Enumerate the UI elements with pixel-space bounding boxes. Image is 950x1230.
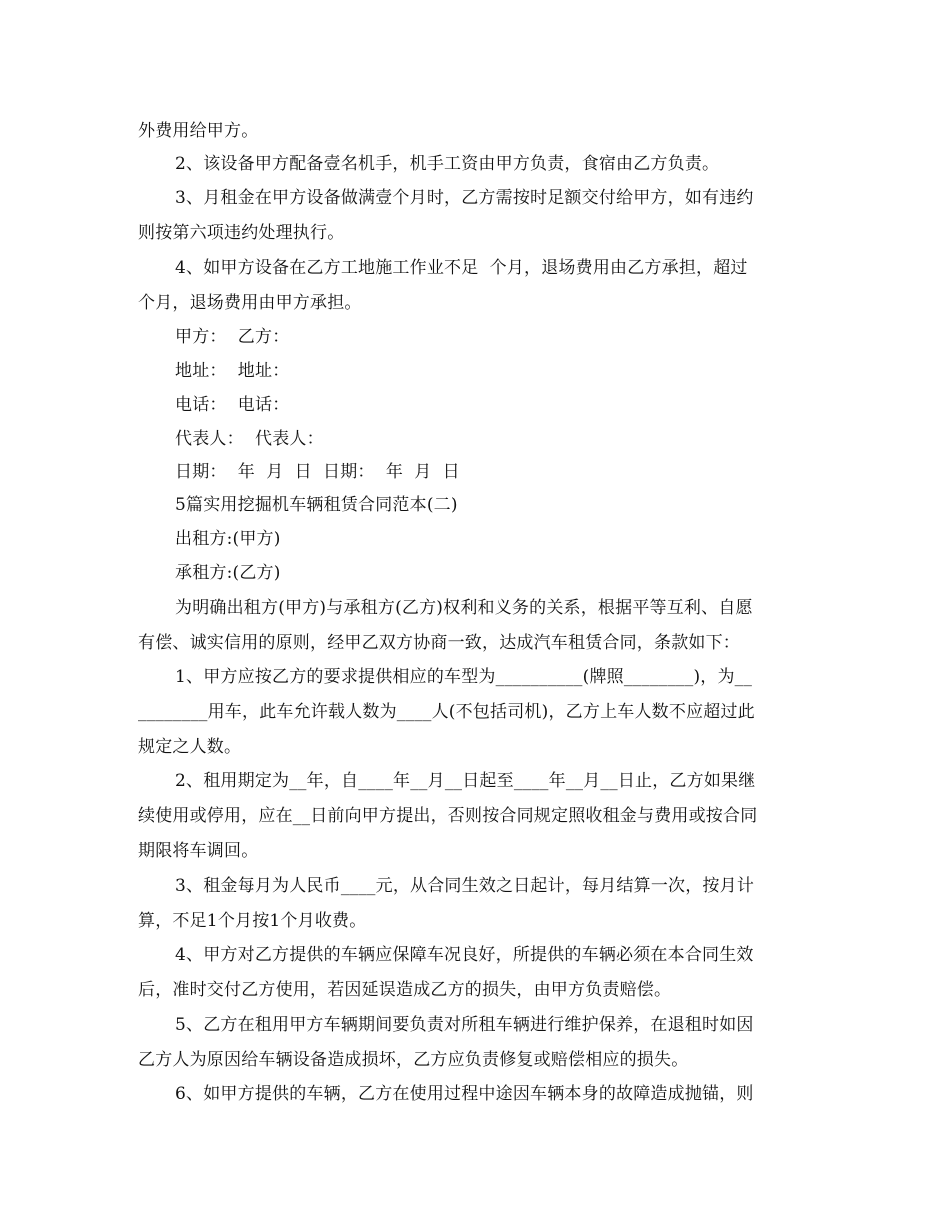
text-line: 代表人： 代表人：	[175, 429, 324, 449]
text-line: 2、该设备甲方配备壹名机手，机手工资由甲方负责，食宿由乙方负责。	[175, 154, 720, 174]
text-line: 5、乙方在租用甲方车辆期间要负责对所租车辆进行维护保养，在退租时如因	[175, 1015, 754, 1035]
text-line: 承租方:(乙方)	[175, 563, 281, 583]
text-line: 6、如甲方提供的车辆，乙方在使用过程中途因车辆本身的故障造成抛锚，则	[175, 1084, 754, 1104]
text-line: 地址： 地址：	[175, 361, 290, 381]
text-line: 电话： 电话：	[175, 395, 290, 415]
text-line: 1、甲方应按乙方的要求提供相应的车型为__________(牌照________)，为__	[175, 667, 753, 687]
text-line: 4、如甲方设备在乙方工地施工作业不足 个月，退场费用由乙方承担，超过	[175, 258, 748, 278]
text-line: 后，准时交付乙方使用，若因延误造成乙方的损失，由甲方负责赔偿。	[138, 980, 672, 1000]
text-line: 日期： 年 月 日 日期： 年 月 日	[175, 462, 460, 482]
text-line: 出租方:(甲方)	[175, 529, 281, 549]
text-line: 规定之人数。	[138, 737, 242, 757]
text-line: 外费用给甲方。	[138, 121, 259, 141]
text-line: 2、租用期定为__年，自____年__月__日起至____年__月__日止，乙方如果继	[175, 771, 756, 791]
text-line: 甲方： 乙方：	[175, 327, 290, 347]
text-line: 3、月租金在甲方设备做满壹个月时，乙方需按时足额交付给甲方，如有违约	[175, 188, 754, 208]
text-line: ________用车，此车允许载人数为____人(不包括司机)，乙方上车人数不应超过此	[138, 702, 755, 722]
text-line: 期限将车调回。	[138, 841, 259, 861]
section-heading: 5篇实用挖掘机车辆租赁合同范本(二)	[175, 495, 458, 515]
text-line: 续使用或停用，应在__日前向甲方提出，否则按合同规定照收租金与费用或按合同	[138, 806, 758, 826]
text-line: 个月，退场费用由甲方承担。	[138, 293, 362, 313]
text-line: 有偿、诚实信用的原则，经甲乙双方协商一致，达成汽车租赁合同，条款如下：	[138, 633, 740, 653]
text-line: 乙方人为原因给车辆设备造成损坏，乙方应负责修复或赔偿相应的损失。	[138, 1050, 689, 1070]
text-line: 4、甲方对乙方提供的车辆应保障车况良好，所提供的车辆必须在本合同生效	[175, 945, 754, 965]
text-line: 则按第六项违约处理执行。	[138, 223, 345, 243]
text-line: 3、租金每月为人民币____元，从合同生效之日起计，每月结算一次，按月计	[175, 876, 755, 896]
text-line: 算，不足1个月按1个月收费。	[138, 911, 367, 931]
text-line: 为明确出租方(甲方)与承租方(乙方)权利和义务的关系，根据平等互利、自愿	[175, 598, 753, 618]
